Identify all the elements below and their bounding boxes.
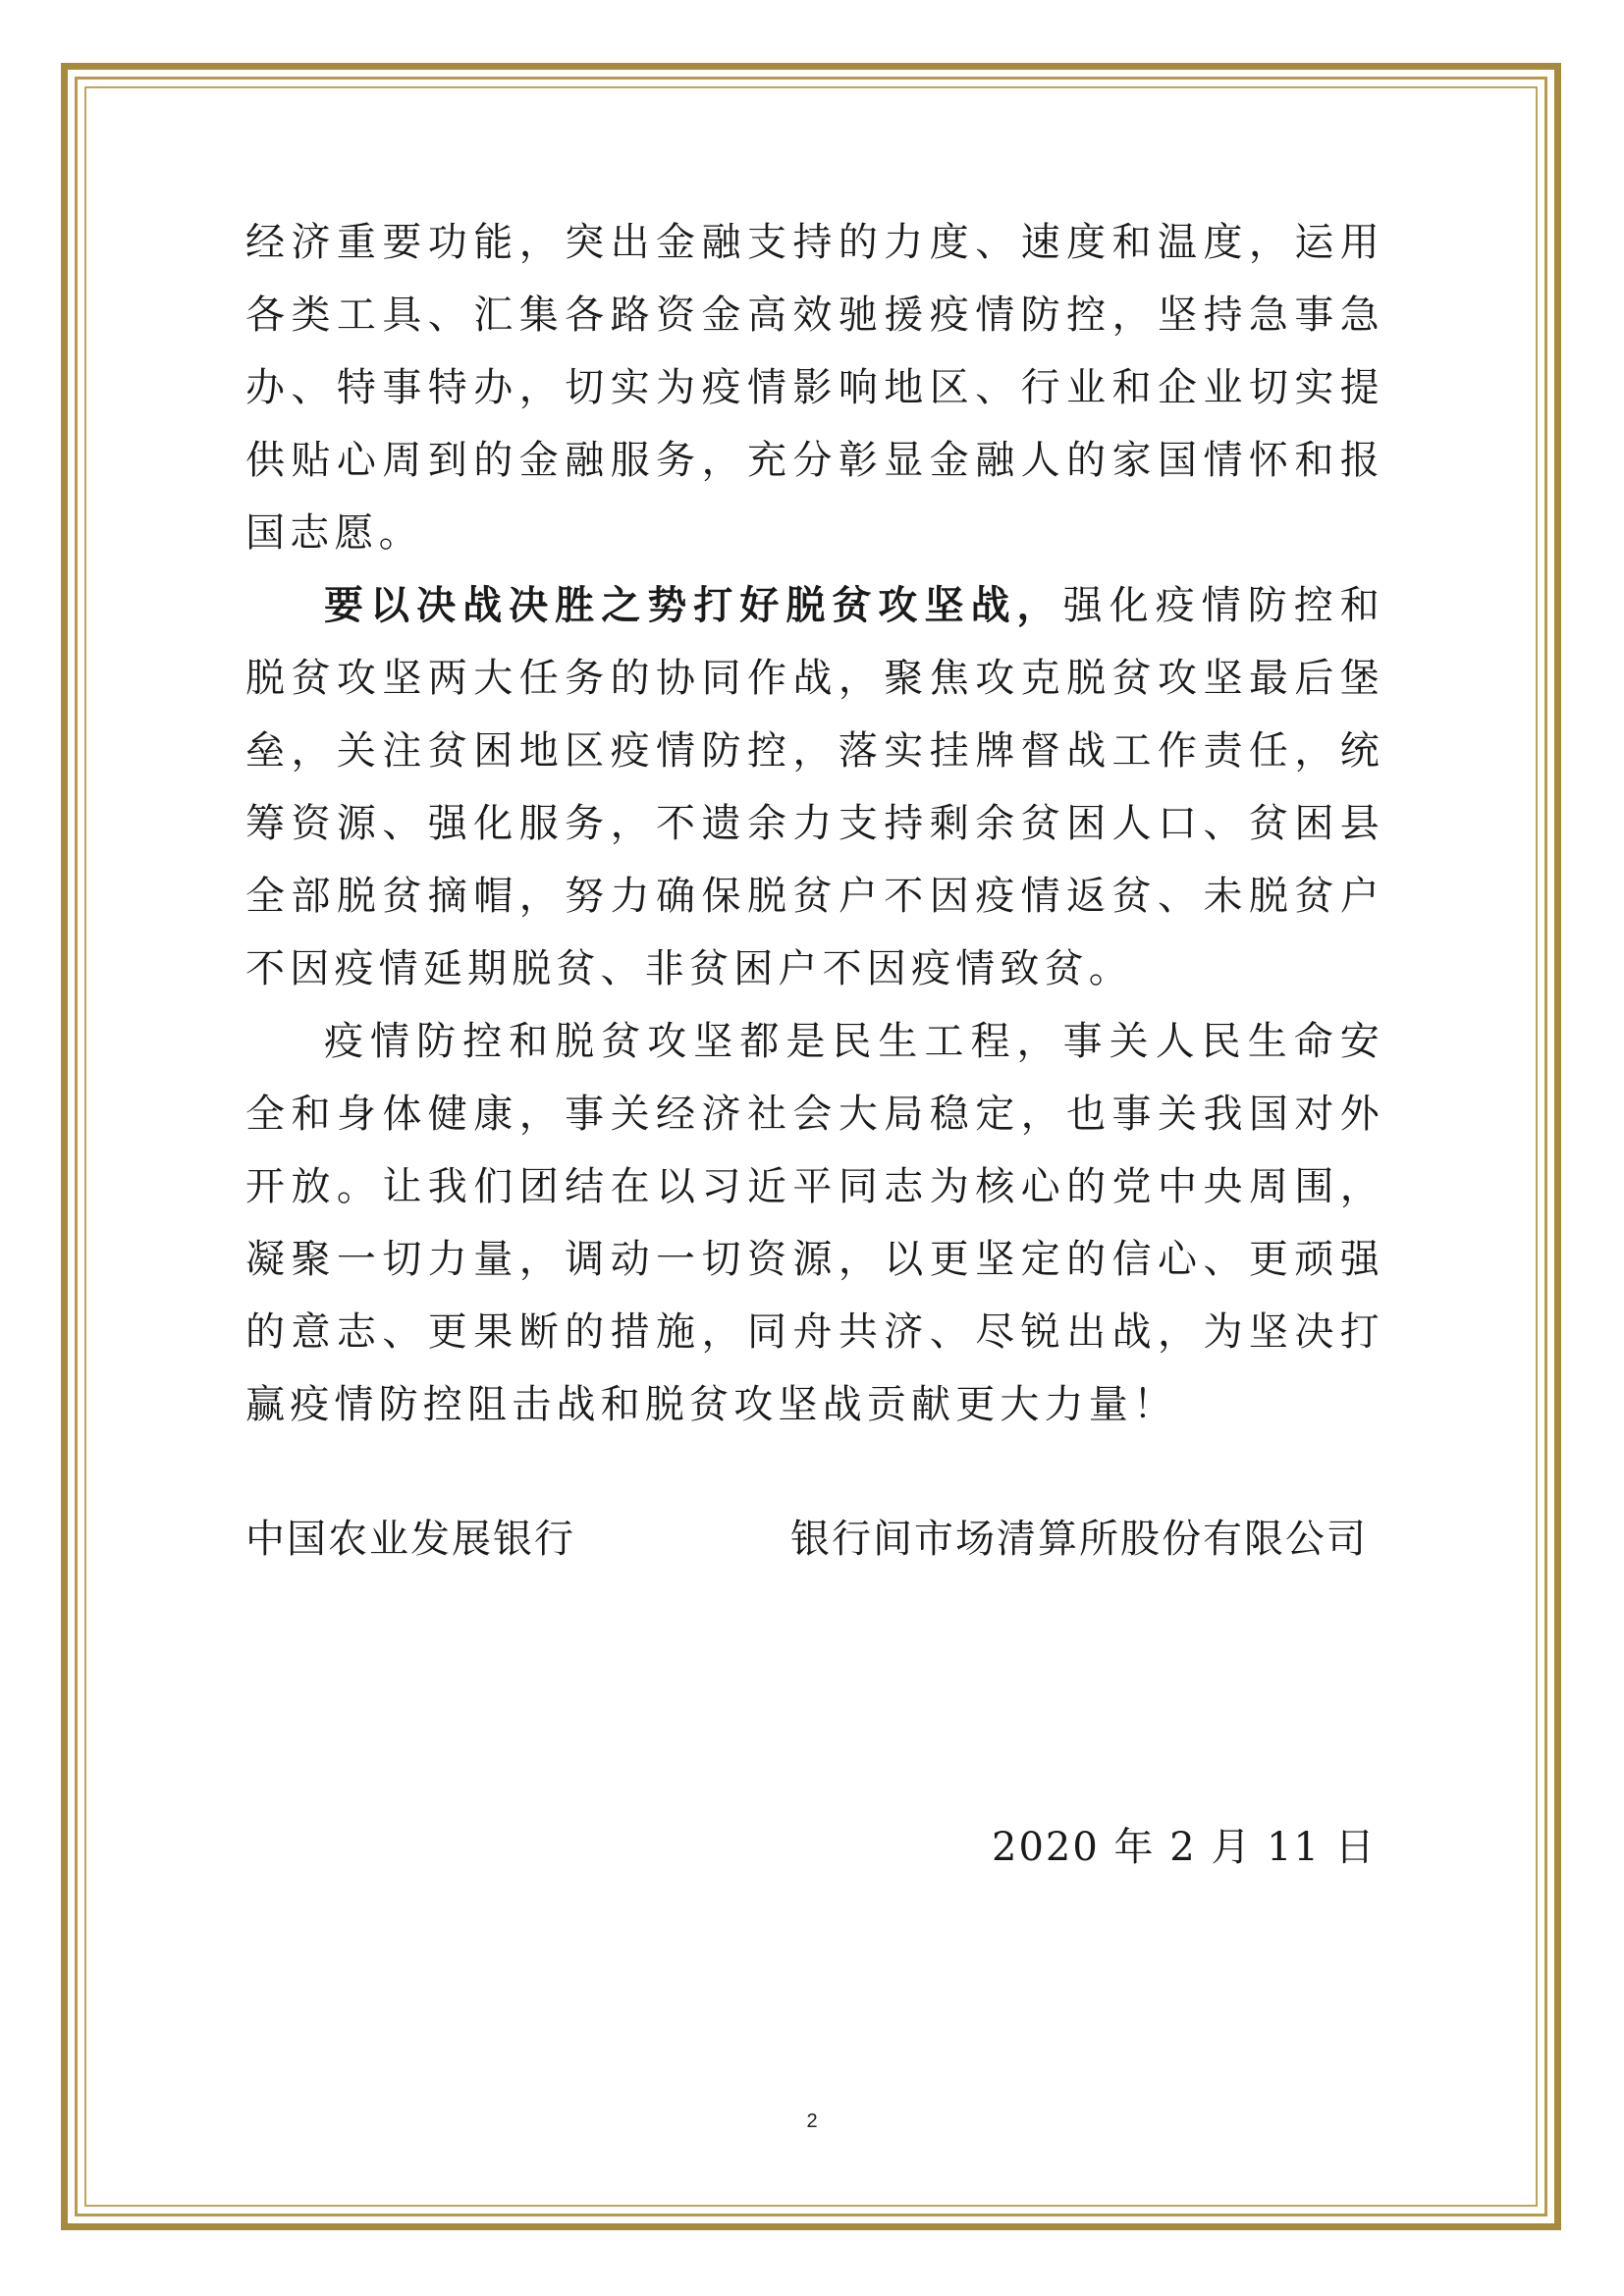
paragraph-2 [245,569,1384,1005]
signatory-right: 银行间市场清算所股份有限公司 [790,1517,1368,1562]
letter-date: 2020 年 2 月 11 日 [992,1825,1377,1870]
paragraph-2-lead: 要以决战决胜之势打好脱贫攻坚战， [324,582,1063,628]
paragraph-1-text: 经济重要功能，突出金融支持的力度、速度和温度，运用各类工具、汇集各路资金高效驰援疫情防控，坚持急事急办、特事特办，切实为疫情影响地区、行业和企业切实提供贴心周到的金融服务，充分彰显金融人的家国情怀和报国志愿。 [245,220,1384,556]
letter-body [245,206,1384,1441]
signatory-left: 中国农业发展银行 [245,1517,575,1562]
paragraph-1 [245,206,1384,569]
paragraph-3 [245,1005,1384,1441]
paragraph-2-text: 强化疫情防控和脱贫攻坚两大任务的协同作战，聚焦攻克脱贫攻坚最后堡垒，关注贫困地区疫情防控，落实挂牌督战工作责任，统筹资源、强化服务，不遗余力支持剩余贫困人口、贫困县全部脱贫摘帽，努力确保脱贫户不因疫情返贫、未脱贫户不因疫情延期脱贫、非贫困户不因疫情致贫。 [245,583,1384,991]
page-number: 2 [806,2110,818,2132]
paragraph-3-text: 疫情防控和脱贫攻坚都是民生工程，事关人民生命安全和身体健康，事关经济社会大局稳定，也事关我国对外开放。让我们团结在以习近平同志为核心的党中央周围，凝聚一切力量，调动一切资源，以更坚定的信心、更顽强的意志、更果断的措施，同舟共济、尽锐出战，为坚决打赢疫情防控阻击战和脱贫攻坚战贡献更大力量！ [245,1019,1384,1427]
